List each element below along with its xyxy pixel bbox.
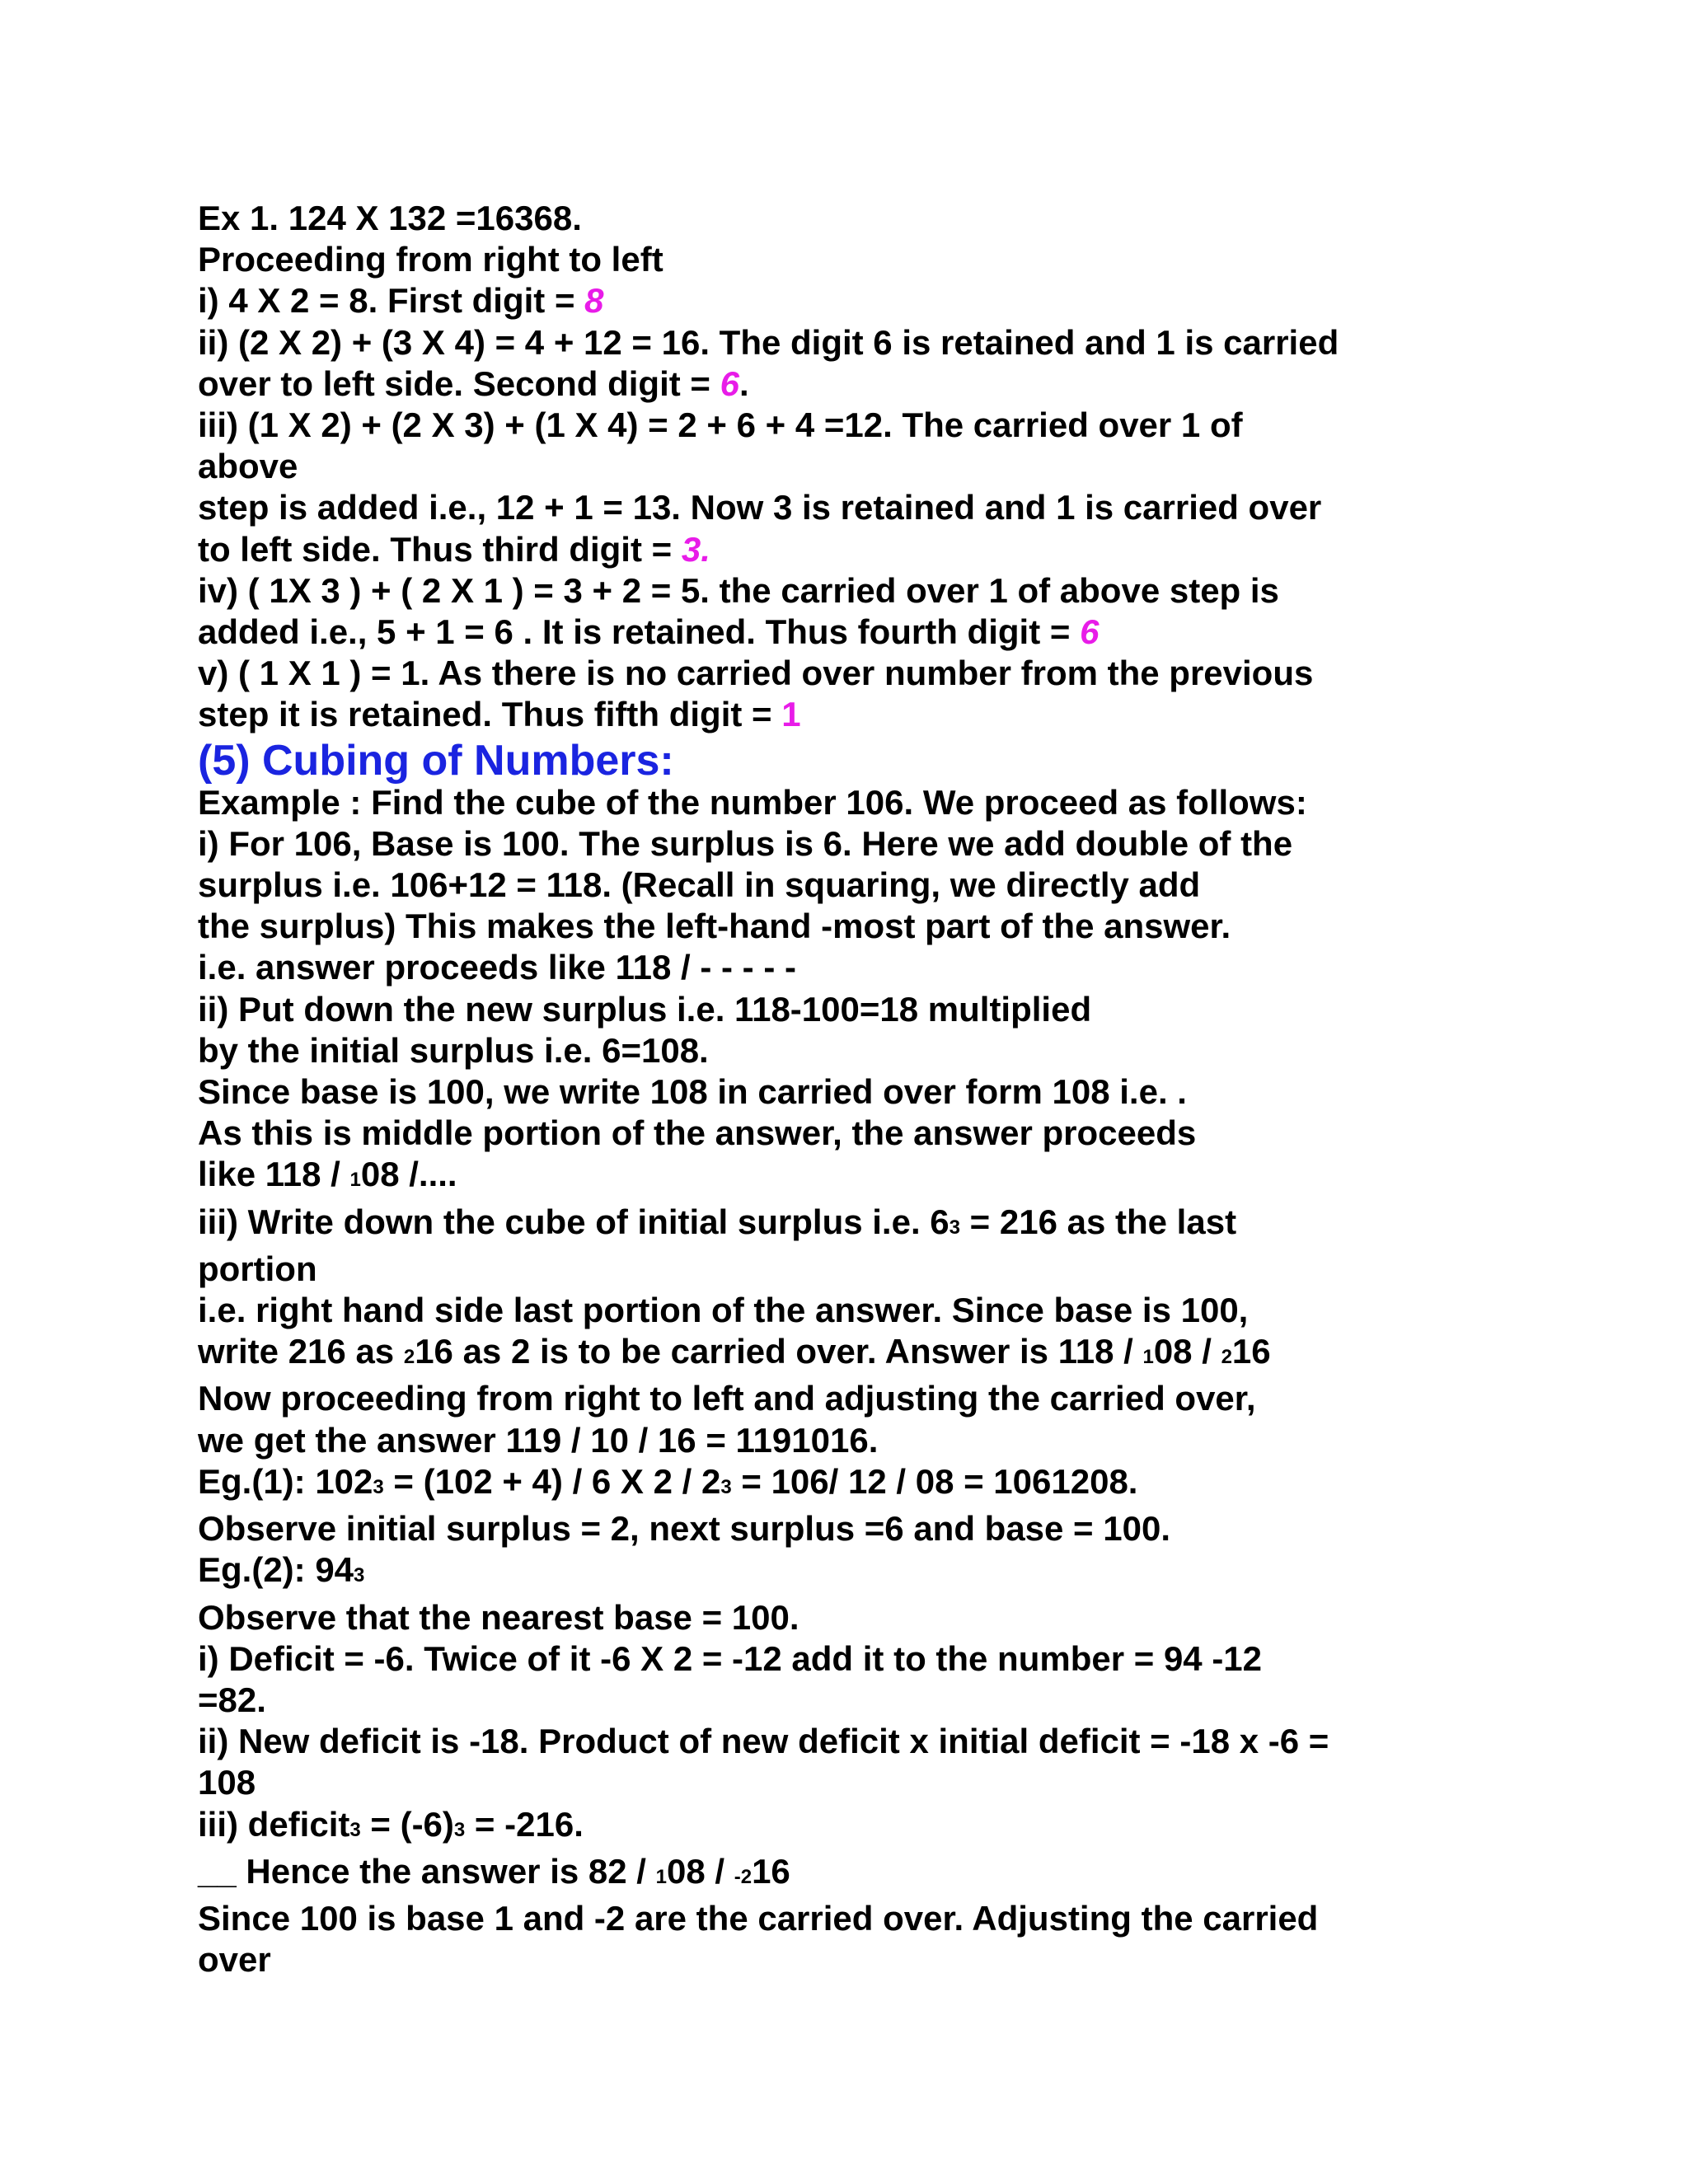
section-heading: (5) Cubing of Numbers: <box>198 736 674 785</box>
text-span: = -216. <box>465 1804 584 1844</box>
text-line <box>198 1202 1599 1249</box>
highlighted-digit: 3. <box>681 529 710 569</box>
small-digit: 2 <box>403 1346 415 1369</box>
text-line: Since base is 100, we write 108 in carried over form 108 i.e. . <box>198 1072 1187 1112</box>
text-span: Eg.(2): 94 <box>198 1550 354 1590</box>
text-span: iii) deficit <box>198 1804 350 1844</box>
text-line: ii) Put down the new surplus i.e. 118-100=18 multiplied <box>198 989 1092 1029</box>
text-span: Eg.(1): 102 <box>198 1461 373 1501</box>
small-digit: 3 <box>949 1216 961 1239</box>
small-digit: 3 <box>453 1818 466 1841</box>
text-line <box>198 1549 1599 1596</box>
highlighted-digit: 8 <box>584 281 604 321</box>
text-line <box>198 280 1599 321</box>
text-line: the surplus) This makes the left-hand -most part of the answer. <box>198 907 1231 946</box>
text-span: to left side. Thus third digit = <box>198 529 682 569</box>
text-line: iv) ( 1X 3 ) + ( 2 X 1 ) = 3 + 2 = 5. the carried over 1 of above step is <box>198 570 1279 610</box>
text-span: i) 4 X 2 = 8. First digit = <box>198 281 585 321</box>
small-digit: 1 <box>349 1169 361 1192</box>
text-span: = (-6) <box>360 1804 454 1844</box>
text-span: 16 <box>752 1851 790 1891</box>
text-line: Since 100 is base 1 and -2 are the carried over. Adjusting the carried <box>198 1898 1319 1938</box>
small-digit: 3 <box>373 1475 384 1498</box>
text-span: over to left side. Second digit = <box>198 363 720 403</box>
text-line: iii) (1 X 2) + (2 X 3) + (1 X 4) = 2 + 6 + 4 =12. The carried over 1 of <box>198 405 1243 445</box>
text-span: 08 / <box>1153 1332 1221 1371</box>
text-line: we get the answer 119 / 10 / 16 = 1191016. <box>198 1420 879 1460</box>
text-line: 108 <box>198 1763 256 1802</box>
text-span: like 118 / <box>198 1155 350 1194</box>
text-span: = 216 as the last <box>960 1202 1237 1241</box>
text-span: . <box>738 363 749 403</box>
text-line <box>198 694 1599 735</box>
text-line: Now proceeding from right to left and adjusting the carried over, <box>198 1379 1256 1418</box>
text-span: = 106/ 12 / 08 = 1061208. <box>731 1461 1138 1501</box>
text-line <box>198 1461 1599 1508</box>
text-line: =82. <box>198 1680 266 1719</box>
text-span: 08 /.... <box>360 1155 457 1194</box>
text-span: write 216 as <box>198 1332 404 1371</box>
small-digit: 3 <box>349 1818 361 1841</box>
text-line: Proceeding from right to left <box>198 240 663 279</box>
text-line <box>198 1851 1599 1898</box>
text-line: Example : Find the cube of the number 106. We proceed as follows: <box>198 782 1307 822</box>
example-title: Ex 1. 124 X 132 =16368. <box>198 199 582 237</box>
small-digit: 3 <box>354 1564 365 1587</box>
text-span: __ Hence the answer is 82 / <box>198 1851 656 1891</box>
text-span: 16 <box>1231 1332 1271 1371</box>
text-line: i) Deficit = -6. Twice of it -6 X 2 = -12 add it to the number = 94 -12 <box>198 1638 1263 1678</box>
text-line: Observe that the nearest base = 100. <box>198 1597 799 1637</box>
page-content <box>198 198 1599 1980</box>
text-line: surplus i.e. 106+12 = 118. (Recall in squaring, we directly add <box>198 865 1201 905</box>
text-line: over <box>198 1940 271 1980</box>
highlighted-digit: 1 <box>781 695 801 734</box>
text-line: As this is middle portion of the answer, the answer proceeds <box>198 1113 1197 1153</box>
text-line <box>198 363 1599 405</box>
text-line: i.e. right hand side last portion of the answer. Since base is 100, <box>198 1291 1249 1330</box>
text-line: ii) (2 X 2) + (3 X 4) = 4 + 12 = 16. The digit 6 is retained and 1 is carried <box>198 322 1339 362</box>
text-line: v) ( 1 X 1 ) = 1. As there is no carried over number from the previous <box>198 654 1314 693</box>
text-line: i.e. answer proceeds like 118 / - - - - - <box>198 948 796 987</box>
text-line: above <box>198 447 298 486</box>
text-line <box>198 529 1599 570</box>
text-span: step it is retained. Thus fifth digit = <box>198 695 782 734</box>
highlighted-digit: 6 <box>720 363 739 403</box>
small-digit: 2 <box>1221 1346 1232 1369</box>
small-digit: 1 <box>1142 1346 1154 1369</box>
small-digit: 3 <box>720 1475 732 1498</box>
text-line: portion <box>198 1249 317 1288</box>
text-span: 08 / <box>666 1851 734 1891</box>
text-line: i) For 106, Base is 100. The surplus is 6. Here we add double of the <box>198 823 1293 863</box>
text-line <box>198 1331 1599 1378</box>
text-line: step is added i.e., 12 + 1 = 13. Now 3 is retained and 1 is carried over <box>198 488 1322 527</box>
text-span: 16 as 2 is to be carried over. Answer is 118 / <box>415 1332 1143 1371</box>
text-line: Observe initial surplus = 2, next surplus =6 and base = 100. <box>198 1509 1170 1549</box>
text-line <box>198 612 1599 653</box>
text-line <box>198 1154 1599 1201</box>
text-span: added i.e., 5 + 1 = 6 . It is retained. Thus fourth digit = <box>198 612 1081 652</box>
text-span: iii) Write down the cube of initial surplus i.e. 6 <box>198 1202 950 1241</box>
text-line: ii) New deficit is -18. Product of new deficit x initial deficit = -18 x -6 = <box>198 1722 1329 1761</box>
highlighted-digit: 6 <box>1080 612 1100 652</box>
small-digit: -2 <box>734 1865 753 1888</box>
text-span: = (102 + 4) / 6 X 2 / 2 <box>383 1461 721 1501</box>
text-line: by the initial surplus i.e. 6=108. <box>198 1030 709 1070</box>
small-digit: 1 <box>655 1865 667 1888</box>
text-line <box>198 1804 1599 1851</box>
